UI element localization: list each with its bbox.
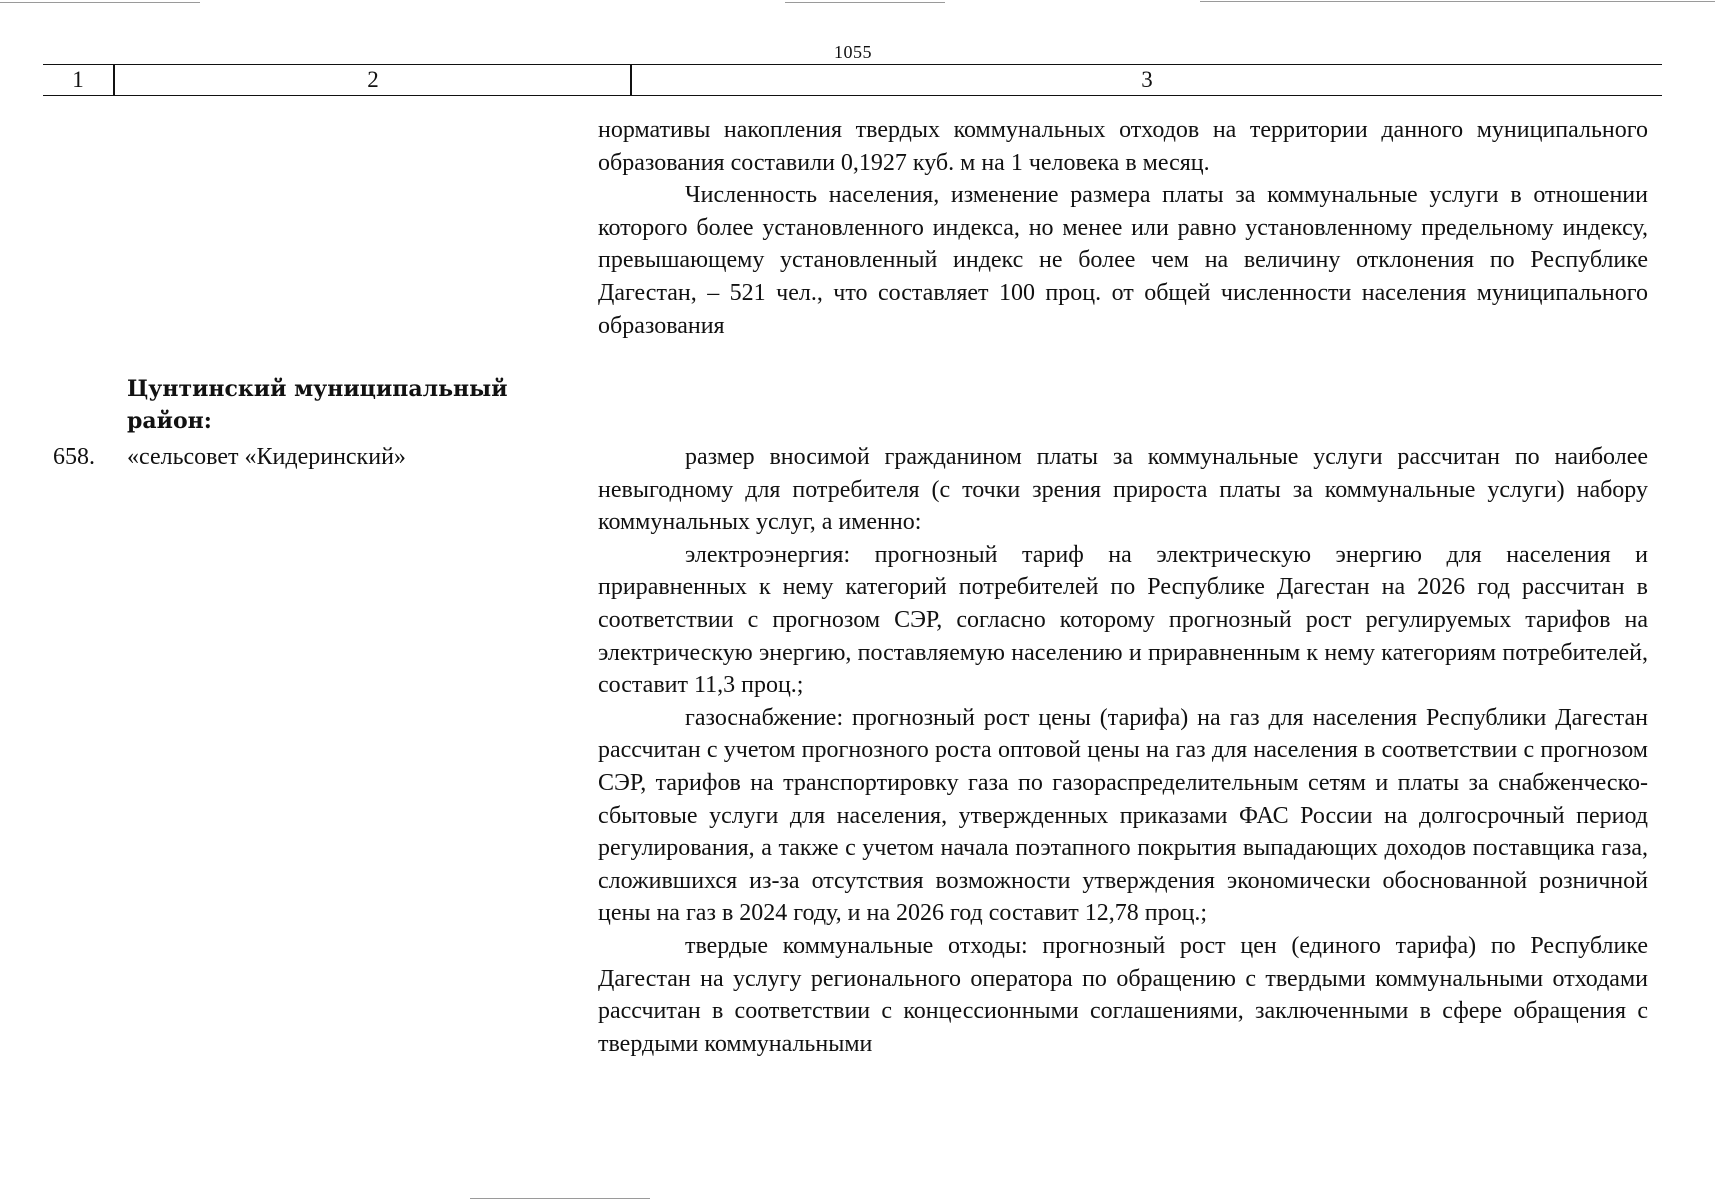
table-header (43, 64, 1662, 96)
top-paragraph-2: Численность населения, изменение размера платы за коммунальные услуги в отношении которого более установленного индекса, но менее или равно установленному предельному индексу, превышающему установленный индекс не более чем на величину отклонения по Республике Дагестан, – 521 чел., что составляет 100 проц. от общей численности населения муниципального образования (598, 182, 1648, 339)
scan-artifact-top-left (0, 2, 200, 3)
entry-text-block (598, 441, 1648, 1060)
scan-artifact-bottom (470, 1198, 650, 1199)
entry-paragraph-2: электроэнергия: прогнозный тариф на электрическую энергию для населения и приравненных к нему категорий потребителей по Республике Дагестан на 2026 год рассчитан в соответствии с прогнозом СЭР, согласно которому прогнозный рост регулируемых тарифов на электрическую энергию, поставляемую населению и приравненным к нему категориям потребителей, составит 11,3 проц.; (598, 541, 1648, 699)
header-column-1: 1 (72, 67, 84, 92)
header-column-3: 3 (1141, 67, 1153, 92)
entry-paragraph-3: газоснабжение: прогнозный рост цены (тарифа) на газ для населения Республики Дагестан рассчитан с учетом прогнозного роста оптовой цены на газ для населения в соответствии с прогнозом СЭР, тарифов на транспортировку газа по газораспределительным сетям и платы за снабженческо-сбытовые услуги для населения, утвержденных приказами ФАС России на долгосрочный период регулирования, а также с учетом начала поэтапного покрытия выпадающих доходов поставщика газа, сложившихся из-за отсутствия возможности утверждения экономически обоснованной розничной цены на газ в 2024 году, и на 2026 год составит 12,78 проц.; (598, 704, 1648, 927)
entry-paragraph-4: твердые коммунальные отходы: прогнозный рост цен (единого тарифа) по Республике Дагестан на услугу регионального оператора по обращению с твердыми коммунальными отходами рассчитан в соответствии с концессионными соглашениями, заключенными в сфере обращения с твердыми коммунальными (598, 932, 1648, 1057)
entry-paragraph-1: размер вносимой гражданином платы за коммунальные услуги рассчитан по наиболее невыгодному для потребителя (с точки зрения прироста платы за коммунальные услуги) набору коммунальных услуг, а именно: (598, 444, 1648, 536)
scan-artifact-top-right (1200, 1, 1715, 2)
top-text-block (598, 114, 1648, 342)
page-number: 1055 (834, 42, 872, 62)
top-paragraph-1: нормативы накопления твердых коммунальных отходов на территории данного муниципального образования составили 0,1927 куб. м на 1 человека в месяц. (598, 117, 1648, 176)
entry-number: 658. (53, 444, 95, 470)
entry-name: «сельсовет «Кидеринский» (127, 444, 406, 470)
header-column-2: 2 (367, 67, 379, 92)
district-title: Цунтинский муниципальный район: (127, 376, 508, 434)
scan-artifact-top-mid (785, 2, 945, 3)
